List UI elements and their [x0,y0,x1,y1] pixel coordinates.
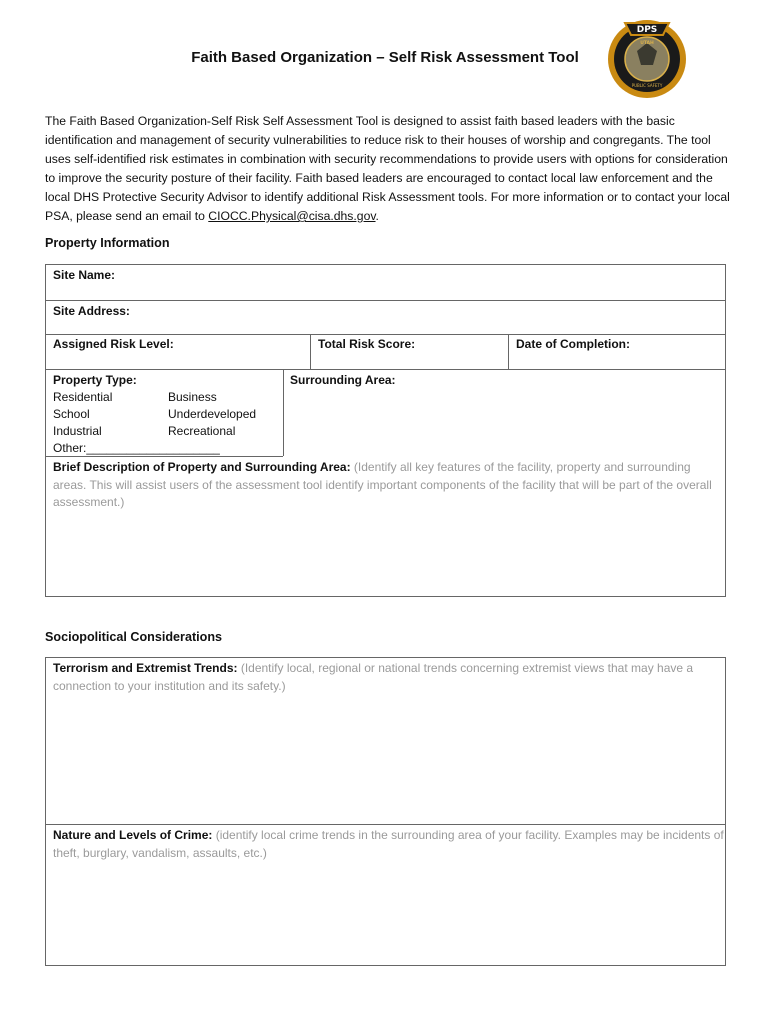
crime-levels-hint: (identify local crime trends in the surrounding area of your facility. Examples may be incidents of theft, burglary, vandalism, assaults, etc.) [53,828,724,860]
completion-date-field[interactable]: Date of Completion: [516,337,630,351]
terrorism-trends-label: Terrorism and Extremist Trends: [53,661,238,675]
site-address-field[interactable]: Site Address: [53,304,130,318]
sociopolitical-heading: Sociopolitical Considerations [45,630,223,644]
property-info-table [45,264,726,597]
property-info-heading: Property Information [45,236,170,250]
sociopolitical-table [45,657,726,966]
svg-text:UTAH: UTAH [640,41,654,46]
email-link[interactable]: CIOCC.Physical@cisa.dhs.gov [208,209,376,223]
risk-level-field[interactable]: Assigned Risk Level: [53,337,174,351]
intro-paragraph: The Faith Based Organization-Self Risk Self Assessment Tool is designed to assist faith based leaders with the basic identification and management of security vulnerabilities to reduce risk to their houses of worship and congregants. The tool uses self-identified risk estimates in combination with security recommendations to provide users with options for consideration to improve the security posture of their facility. Faith based leaders are encouraged to contact local law enforcement and the local DHS Protective Security Advisor to identify additional Risk Assessment tools. For more information or to contact your local PSA, please send an email to CIOCC.Physical@cisa.dhs.gov. [45,114,730,223]
property-type-label: Property Type: [53,373,137,387]
seal-label: DPS [636,25,658,35]
crime-levels-field[interactable] [53,827,725,862]
terrorism-trends-field[interactable] [53,660,725,695]
dps-seal-logo [607,13,687,101]
risk-score-field[interactable]: Total Risk Score: [318,337,416,351]
property-type-industrial[interactable]: Industrial [53,424,102,438]
surrounding-area-field[interactable]: Surrounding Area: [290,373,396,387]
site-name-field[interactable]: Site Name: [53,268,116,282]
property-type-residential[interactable]: Residential [53,390,113,404]
svg-text:PUBLIC SAFETY: PUBLIC SAFETY [631,83,663,88]
crime-levels-label: Nature and Levels of Crime: [53,828,213,842]
intro-text: The Faith Based Organization-Self Risk Self Assessment Tool is designed to assist faith based leaders with the basic identification and management of security vulnerabilities to reduce risk to their houses of worship and congregants. The tool uses self-identified risk estimates in combination with security recommendations to provide users with options for consideration to improve the security posture of their facility. Faith based leaders are encouraged to contact local law enforcement and the local DHS Protective Security Advisor to identify additional Risk Assessment tools. For more information or to contact your local PSA, please send an email to [45,114,730,223]
document-title: Faith Based Organization – Self Risk Assessment Tool [191,49,579,66]
property-type-school[interactable]: School [53,407,90,421]
property-description-hint: (Identify all key features of the facility, property and surrounding areas. This will assist users of the assessment tool identify important components of the facility that will be part of the overall assessment.) [53,460,712,509]
property-type-recreational[interactable]: Recreational [168,424,236,438]
property-type-underdeveloped[interactable]: Underdeveloped [168,407,257,421]
property-type-other[interactable]: Other:____________________ [53,441,220,455]
property-description-field[interactable] [53,459,725,512]
property-type-business[interactable]: Business [168,390,217,404]
property-description-label: Brief Description of Property and Surrounding Area: [53,460,351,474]
terrorism-trends-hint: (Identify local, regional or national trends concerning extremist views that may have a connection to your institution and its safety.) [53,661,694,693]
